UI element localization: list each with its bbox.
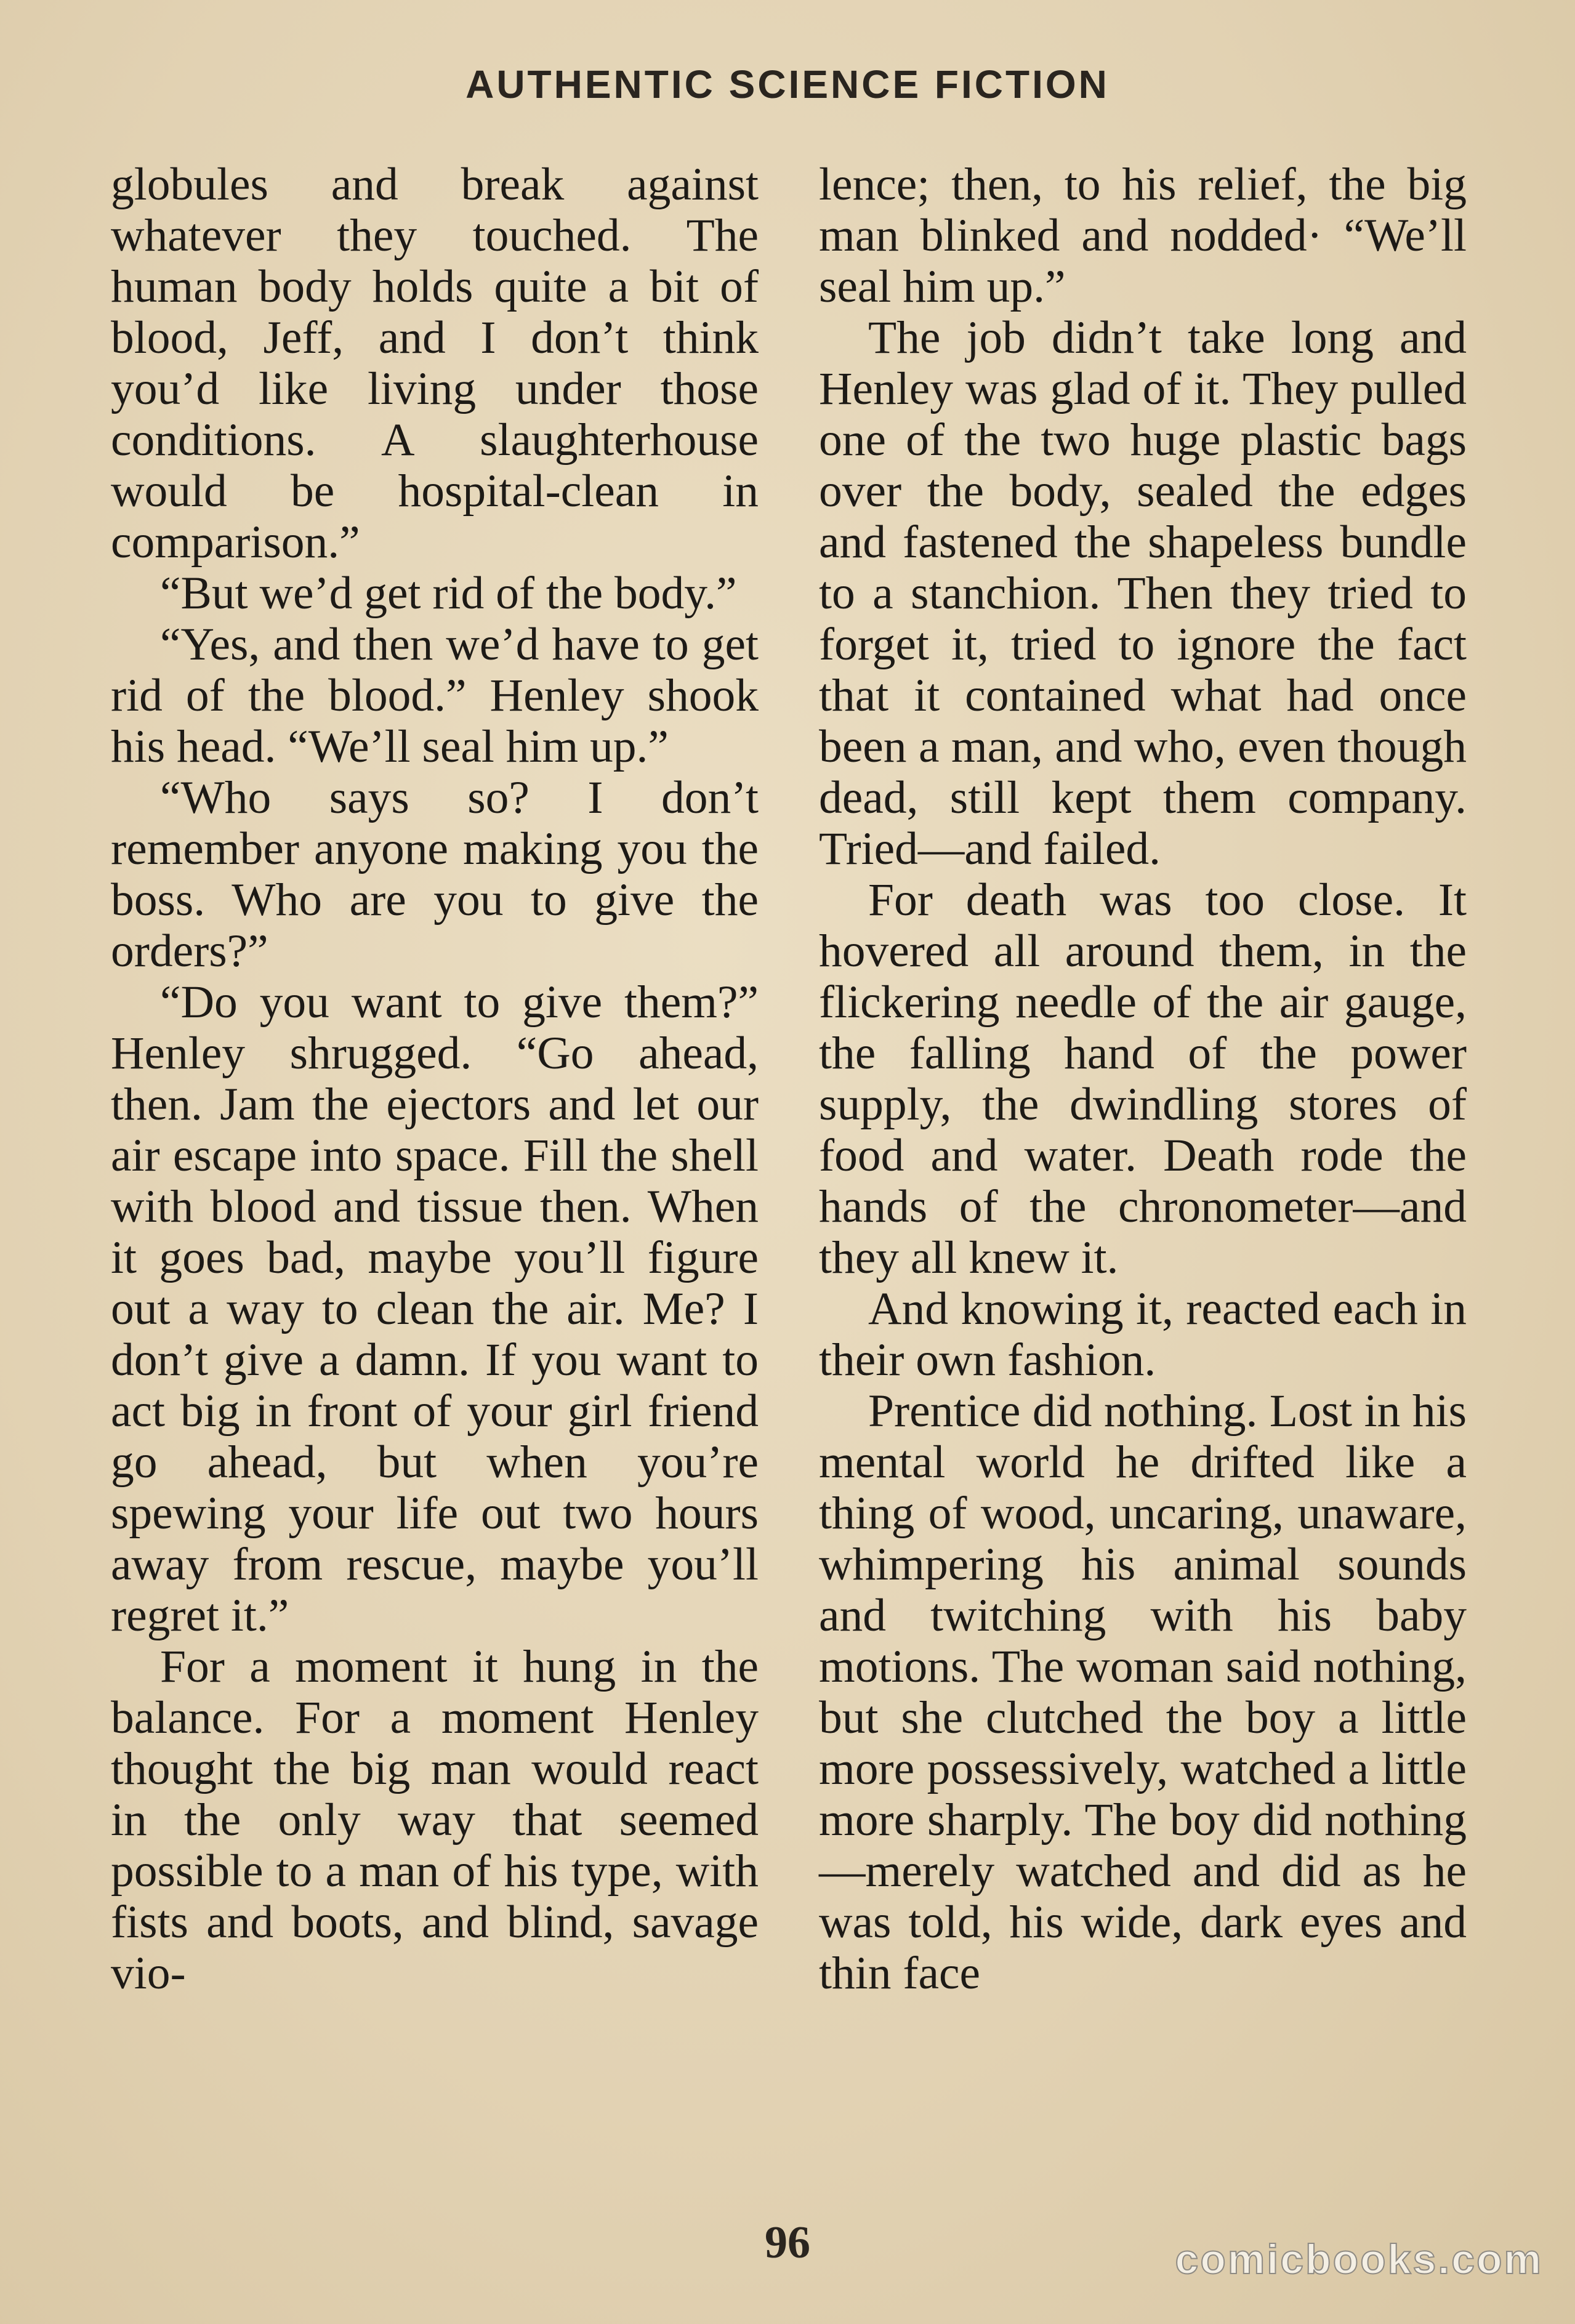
paragraph: And knowing it, reacted each in their own fashion.: [819, 1283, 1467, 1386]
paragraph: “Do you want to give them?” Henley shrugged. “Go ahead, then. Jam the ejectors and let our air escape into space. Fill the shell with blood and tissue then. When it goes bad, maybe you’ll figure out a way to clean the air. Me? I don’t give a damn. If you want to act big in front of your girl friend go ahead, but when you’re spewing your life out two hours away from rescue, maybe you’ll regret it.”: [111, 977, 759, 1641]
paragraph: “Yes, and then we’d have to get rid of the blood.” Henley shook his head. “We’ll seal him up.”: [111, 619, 759, 772]
watermark: comicbooks.com: [1175, 2236, 1543, 2283]
right-column: [819, 159, 1467, 1999]
paragraph: globules and break against whatever they touched. The human body holds quite a bit of blood, Jeff, and I don’t think you’d like living under those conditions. A slaughterhouse would be hospital-clean in comparison.”: [111, 159, 759, 568]
paragraph: Prentice did nothing. Lost in his mental world he drifted like a thing of wood, uncaring, unaware, whimpering his animal sounds and twitching with his baby motions. The woman said nothing, but she clutched the boy a little more possessively, watched a little more sharply. The boy did nothing—merely watched and did as he was told, his wide, dark eyes and thin face: [819, 1386, 1467, 1999]
paragraph: For death was too close. It hovered all around them, in the flickering needle of the air gauge, the falling hand of the power supply, the dwindling stores of food and water. Death rode the hands of the chronometer—and they all knew it.: [819, 874, 1467, 1283]
page-number: 96: [765, 2217, 810, 2268]
paragraph: “But we’d get rid of the body.”: [160, 568, 737, 619]
paragraph: The job didn’t take long and Henley was glad of it. They pulled one of the two huge plastic bags over the body, sealed the edges and fastened the shapeless bundle to a stanchion. Then they tried to forget it, tried to ignore the fact that it contained what had once been a man, and who, even though dead, still kept them company. Tried—and failed.: [819, 312, 1467, 874]
left-column: [111, 159, 759, 1999]
paragraph: lence; then, to his relief, the big man blinked and nodded· “We’ll seal him up.”: [819, 159, 1467, 312]
paragraph: For a moment it hung in the balance. For a moment Henley thought the big man would react in the only way that seemed possible to a man of his type, with fists and boots, and blind, savage vio-: [111, 1641, 759, 1999]
paragraph: “Who says so? I don’t remember anyone making you the boss. Who are you to give the orders?”: [111, 772, 759, 977]
running-header: AUTHENTIC SCIENCE FICTION: [465, 62, 1110, 107]
